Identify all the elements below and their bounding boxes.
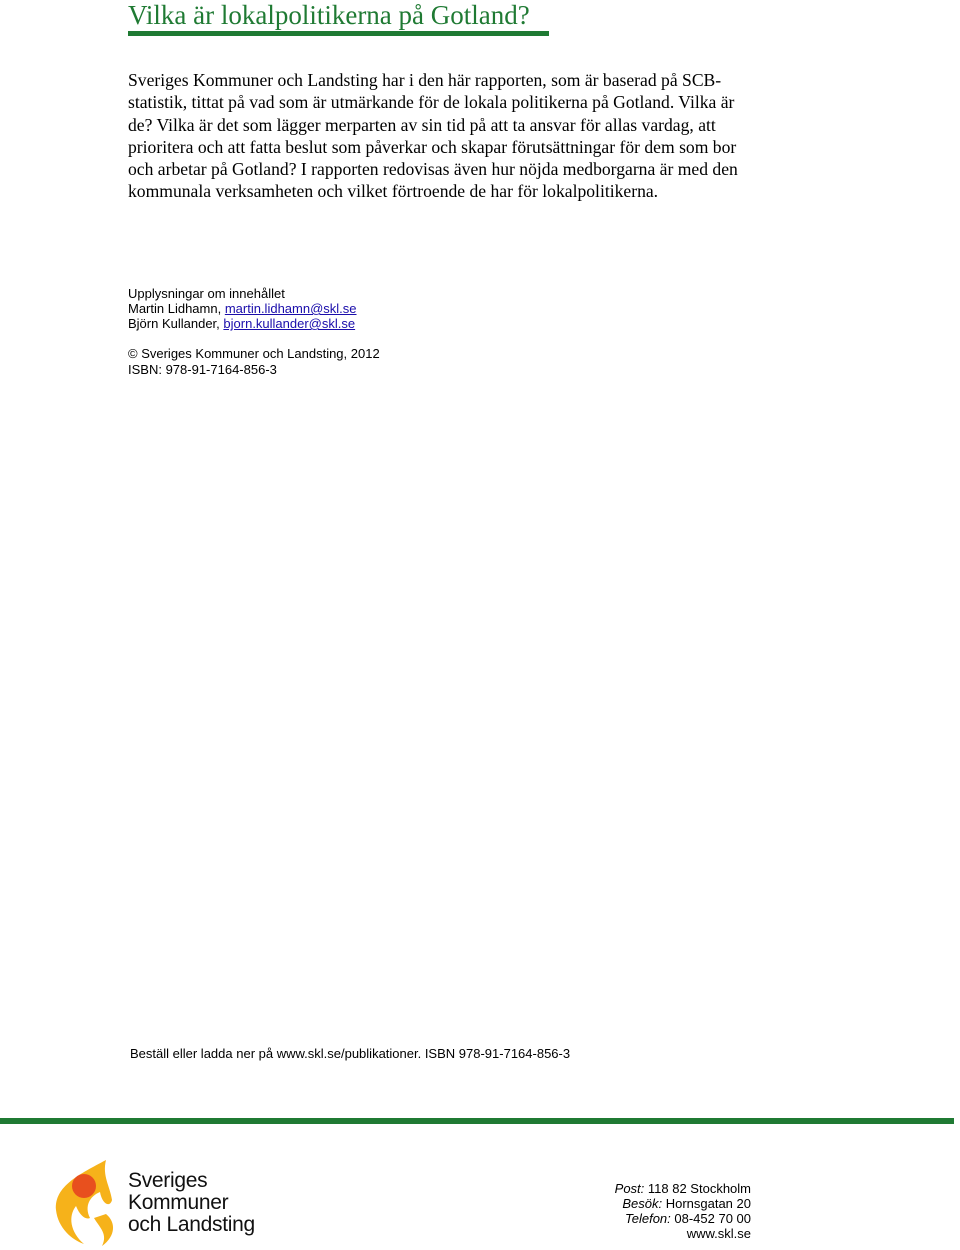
phone-value: 08-452 70 00	[670, 1211, 751, 1226]
logo-line: Sveriges	[128, 1169, 208, 1192]
isbn-line: ISBN: 978-91-7164-856-3	[128, 361, 277, 377]
contact-name: Björn Kullander,	[128, 316, 224, 331]
copyright-text: Sveriges Kommuner och Landsting, 2012	[137, 346, 380, 361]
post-value: 118 82 Stockholm	[644, 1181, 751, 1196]
contact-person	[128, 316, 628, 331]
visit-label: Besök:	[622, 1196, 663, 1211]
logo-line: och Landsting	[128, 1213, 255, 1236]
phone-label: Telefon:	[624, 1211, 671, 1226]
contact-name: Martin Lidhamn,	[128, 301, 225, 316]
address-block	[615, 1181, 751, 1241]
copyright-block	[128, 346, 628, 377]
contact-block	[128, 286, 628, 331]
page-title: Vilka är lokalpolitikerna på Gotland?	[128, 0, 530, 30]
logo-line: Kommuner	[128, 1191, 229, 1214]
copyright-line	[128, 346, 628, 362]
order-info: Beställ eller ladda ner på www.skl.se/publikationer. ISBN 978-91-7164-856-3	[130, 1046, 571, 1061]
email-link[interactable]: martin.lidhamn@skl.se	[224, 301, 357, 316]
copyright-icon: ©	[128, 346, 138, 361]
logo-wordmark	[128, 1170, 255, 1236]
logo-orange-circle	[72, 1174, 96, 1198]
address-visit	[615, 1196, 751, 1211]
title-underline	[128, 31, 549, 36]
email-link[interactable]: bjorn.kullander@skl.se	[223, 316, 356, 331]
address-web: www.skl.se	[686, 1226, 751, 1241]
logo-flame-yellow-lower	[94, 1214, 113, 1246]
intro-paragraph: Sveriges Kommuner och Landsting har i den här rapporten, som är baserad på SCB-statistik, tittat på vad som är utmärkande för de lokala politikerna på Gotland. Vilka är de? Vilka är det som lägger merparten av sin tid på att ta ansvar för allas vardag, att prioritera och att fatta beslut som påverkar och skapar förutsättningar för dem som bor och arbetar på Gotland? I rapporten redovisas även hur nöjda medborgarna är med den kommunala verksamheten och vilket förtroende de har för lokalpolitikerna.	[128, 70, 738, 202]
contact-person	[128, 301, 628, 316]
post-label: Post:	[614, 1181, 645, 1196]
footer-divider	[0, 1118, 954, 1124]
contact-heading: Upplysningar om innehållet	[128, 286, 285, 301]
visit-value: Hornsgatan 20	[662, 1196, 751, 1211]
address-post	[615, 1181, 751, 1196]
address-phone	[615, 1211, 751, 1226]
